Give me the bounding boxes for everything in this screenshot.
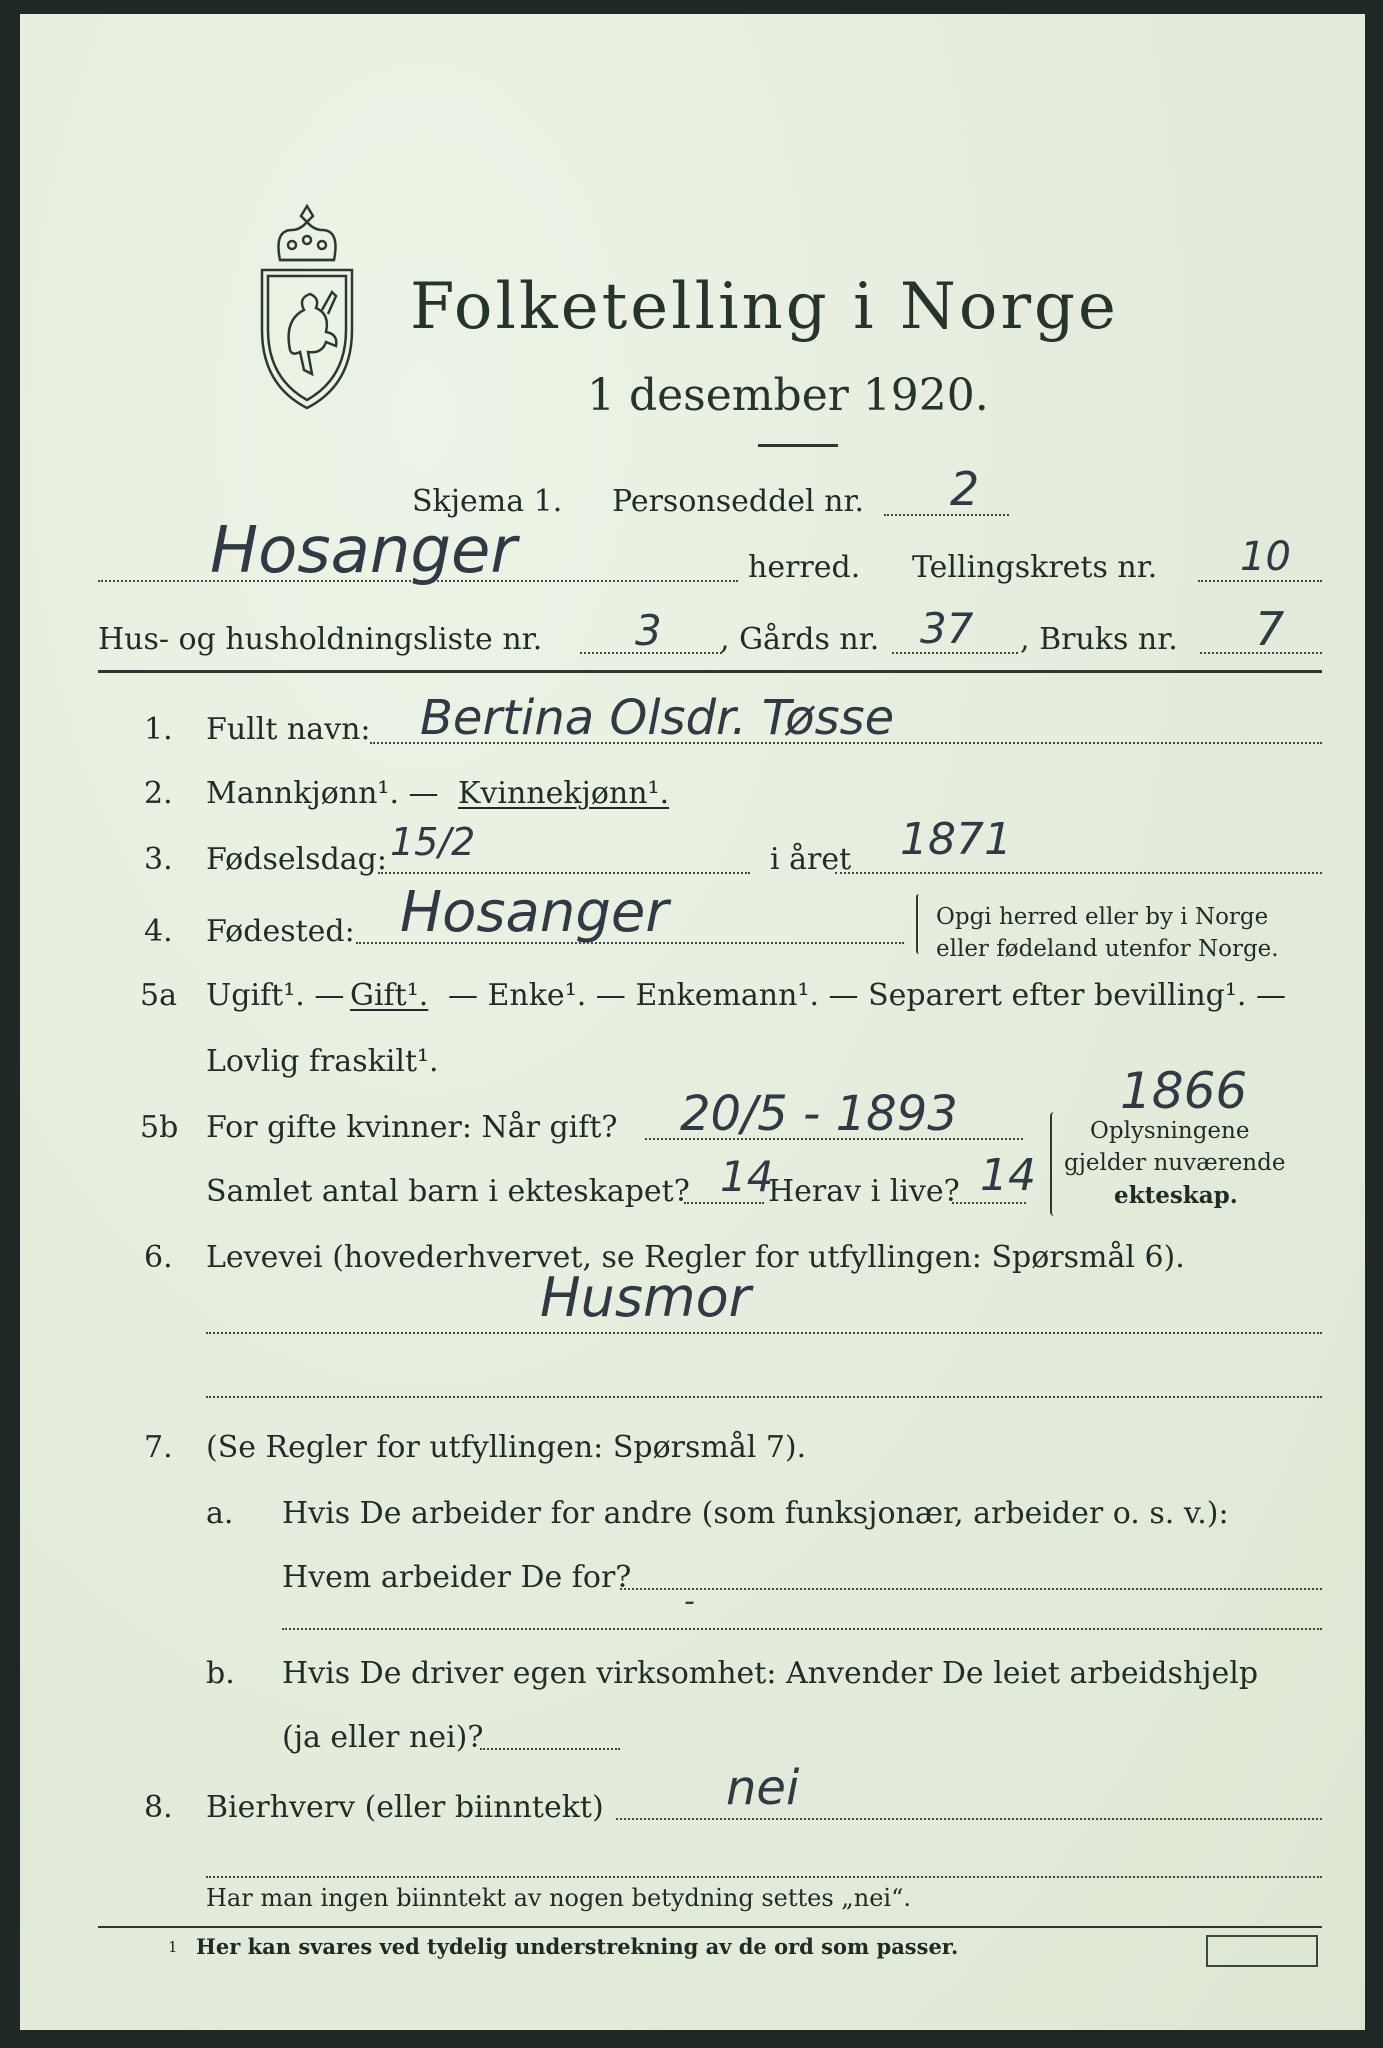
census-form-page	[20, 14, 1365, 2030]
footnote-mark: 1	[168, 1938, 178, 1956]
q8-number: 8.	[144, 1790, 173, 1825]
children-total-value[interactable]: 14	[720, 1152, 774, 1201]
birthplace-note-line1: Opgi herred eller by i Norge	[936, 904, 1269, 930]
female-option-selected[interactable]: Kvinnekjønn¹.	[458, 776, 670, 811]
employer-line	[620, 1588, 1322, 1590]
occupation-value[interactable]: Husmor	[540, 1266, 751, 1329]
married-when-label: For gifte kvinner: Når gift?	[206, 1110, 618, 1145]
fraskilt-option[interactable]: Lovlig fraskilt¹.	[206, 1044, 439, 1079]
children-total-label: Samlet antal barn i ekteskapet?	[206, 1174, 690, 1209]
children-total-line	[684, 1202, 764, 1204]
tellingskrets-line	[1198, 580, 1322, 582]
birthyear-value[interactable]: 1871	[900, 814, 1012, 865]
employer-label: Hvem arbeider De for?	[282, 1560, 632, 1595]
male-option[interactable]: Mannkjønn¹. —	[206, 776, 439, 811]
children-alive-value[interactable]: 14	[980, 1150, 1036, 1201]
q1-number: 1.	[144, 712, 173, 747]
husholdning-value[interactable]: 3	[635, 606, 662, 655]
personseddel-value[interactable]: 2	[950, 462, 980, 516]
side-income-line2	[206, 1876, 1322, 1878]
herred-label: herred.	[748, 550, 861, 585]
occupation-line1	[206, 1332, 1322, 1334]
hired-help-label: (ja eller nei)?	[282, 1720, 484, 1755]
q1-label: Fullt navn:	[206, 712, 371, 747]
gift-option-selected[interactable]: Gift¹.	[350, 978, 429, 1013]
q3-label: Fødselsdag:	[206, 842, 387, 877]
skjema-label: Skjema 1.	[412, 484, 563, 519]
q4-label: Fødested:	[206, 914, 355, 949]
employer-value[interactable]: -	[684, 1584, 695, 1619]
herred-value[interactable]: Hosanger	[210, 514, 517, 588]
q7a-text: Hvis De arbeider for andre (som funksjonær, arbeider o. s. v.):	[282, 1496, 1229, 1531]
birthday-value[interactable]: 15/2	[390, 820, 476, 864]
form-title: Folketelling i Norge	[410, 270, 1119, 344]
gards-value[interactable]: 37	[920, 604, 974, 653]
marriage-note-line2: gjelder nuværende	[1064, 1150, 1286, 1176]
q3-number: 3.	[144, 842, 173, 877]
marriage-note-line1: Oplysningene	[1090, 1118, 1250, 1144]
birthday-line	[378, 872, 750, 874]
full-name-value[interactable]: Bertina Olsdr. Tøsse	[420, 690, 895, 746]
q5a-number: 5a	[140, 978, 177, 1013]
q7b-letter: b.	[206, 1656, 235, 1691]
gards-label: , Gårds nr.	[720, 622, 880, 657]
q8-label: Bierhverv (eller biinntekt)	[206, 1790, 604, 1825]
ugift-option[interactable]: Ugift¹. —	[206, 978, 345, 1013]
q6-label: Levevei (hovederhvervet, se Regler for utfyllingen: Spørsmål 6).	[206, 1240, 1185, 1275]
q4-number: 4.	[144, 914, 173, 949]
q7b-text: Hvis De driver egen virksomhet: Anvender De leiet arbeidshjelp	[282, 1656, 1259, 1691]
side-income-line	[616, 1818, 1322, 1820]
footnote-text: Her kan svares ved tydelig understrekning av de ord som passer.	[196, 1934, 959, 1959]
birthyear-line	[835, 872, 1322, 874]
tellingskrets-label: Tellingskrets nr.	[912, 550, 1158, 585]
q7a-letter: a.	[206, 1496, 234, 1531]
civil-status-options[interactable]: — Enke¹. — Enkemann¹. — Separert efter bevilling¹. —	[448, 978, 1286, 1013]
q7-label: (Se Regler for utfyllingen: Spørsmål 7).	[206, 1430, 807, 1465]
title-divider	[758, 444, 838, 447]
tellingskrets-value[interactable]: 10	[1240, 534, 1291, 580]
hired-help-line	[480, 1748, 620, 1750]
married-when-value[interactable]: 20/5 - 1893	[680, 1086, 958, 1142]
q5b-number: 5b	[140, 1110, 179, 1145]
bruks-label: , Bruks nr.	[1020, 622, 1178, 657]
birthplace-note-line2: eller fødeland utenfor Norge.	[936, 936, 1279, 962]
side-income-value[interactable]: nei	[726, 1760, 800, 1816]
employer-line2	[282, 1628, 1322, 1630]
birthplace-value[interactable]: Hosanger	[400, 880, 669, 945]
marriage-note-brace	[1050, 1112, 1058, 1216]
personseddel-label: Personseddel nr.	[612, 484, 865, 519]
children-alive-line	[952, 1202, 1026, 1204]
year-label: i året	[770, 842, 852, 877]
q2-number: 2.	[144, 776, 173, 811]
q7-number: 7.	[144, 1430, 173, 1465]
footer-divider	[98, 1926, 1322, 1928]
bruks-value[interactable]: 7	[1255, 602, 1285, 656]
husholdning-label: Hus- og husholdningsliste nr.	[98, 622, 543, 657]
personseddel-line	[884, 514, 1009, 516]
margin-note-value: 1866	[1120, 1062, 1248, 1120]
children-alive-label: Herav i live?	[768, 1174, 960, 1209]
occupation-line2	[206, 1396, 1322, 1398]
census-date: 1 desember 1920.	[587, 370, 989, 421]
norwegian-coat-of-arms-icon	[252, 200, 362, 415]
marriage-note-line3: ekteskap.	[1114, 1182, 1238, 1209]
printer-stamp	[1206, 1935, 1318, 1967]
q6-number: 6.	[144, 1240, 173, 1275]
header-divider	[98, 670, 1322, 673]
footer-note: Har man ingen biinntekt av nogen betydning settes „nei“.	[206, 1884, 911, 1912]
birthplace-note-brace	[916, 894, 922, 954]
